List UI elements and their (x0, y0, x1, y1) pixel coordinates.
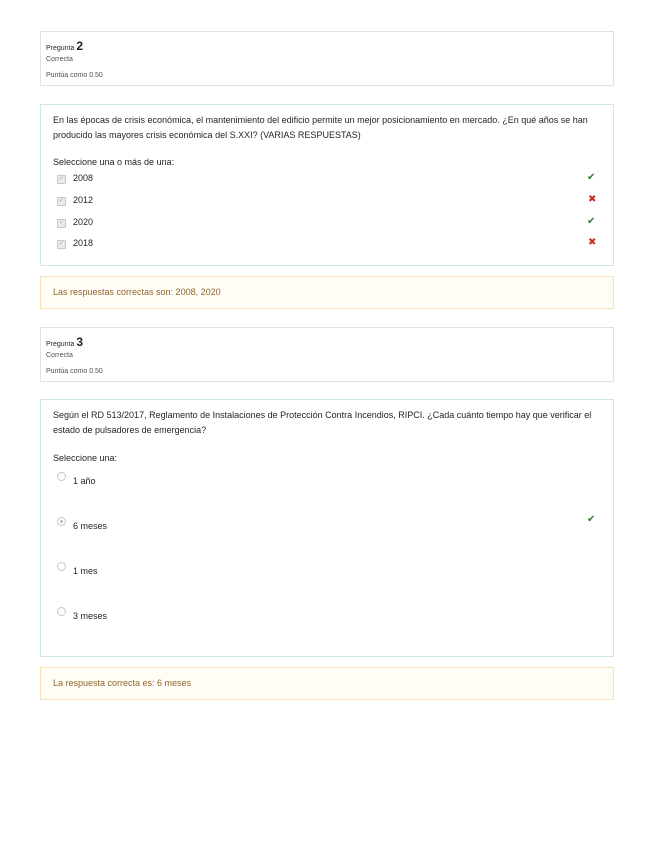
question-label: Pregunta (46, 341, 75, 348)
correct-answer-text: La respuesta correcta es: 6 meses (53, 678, 192, 688)
question-label: Pregunta (46, 45, 75, 52)
question-text: Según el RD 513/2017, Reglamento de Instalaciones de Protección Contra Incendios, RIPCI. ¿Cada cuánto tiempo hay que verificar el estado de pulsadores de emergencia? (53, 410, 592, 435)
check-icon: ✔ (587, 216, 596, 227)
question-2-info (40, 31, 614, 86)
option-label: 3 meses (73, 611, 108, 621)
answer-option[interactable] (57, 195, 597, 209)
cross-icon: ✖ (588, 194, 597, 205)
cross-icon: ✖ (588, 237, 597, 248)
checkbox[interactable]: ✓ (58, 220, 65, 226)
question-number (46, 39, 83, 53)
answer-prompt: Seleccione una o más de una: (53, 157, 175, 167)
answer-option[interactable] (57, 515, 597, 529)
option-label: 1 mes (73, 566, 98, 576)
radio-button[interactable] (57, 517, 66, 526)
checkbox[interactable]: ✓ (58, 176, 65, 182)
question-number-value: 2 (76, 39, 84, 53)
question-grade: Puntúa como 0.50 (46, 72, 103, 79)
question-text: En las épocas de crisis económica, el mantenimiento del edificio permite un mejor posicionamiento en mercado. ¿En qué años se han producido las mayores crisis económica del S.XXI? (VARIAS RESPUESTAS) (53, 115, 588, 140)
option-label: 2012 (73, 195, 94, 205)
question-2-feedback (40, 276, 614, 309)
checkbox[interactable]: ✓ (58, 198, 65, 204)
question-3-info (40, 327, 614, 382)
option-label: 1 año (73, 476, 96, 486)
checkbox[interactable]: ✓ (58, 241, 65, 247)
check-icon: ✔ (587, 172, 596, 183)
correct-answer-text: Las respuestas correctas son: 2008, 2020 (53, 287, 221, 297)
answer-option[interactable] (57, 173, 597, 187)
radio-button[interactable] (57, 607, 66, 616)
answer-option[interactable] (57, 217, 597, 231)
answer-option[interactable] (57, 560, 597, 574)
answer-prompt: Seleccione una: (53, 453, 118, 463)
question-3-feedback (40, 667, 614, 700)
answer-option[interactable] (57, 470, 597, 484)
answer-option[interactable] (57, 238, 597, 252)
question-state: Correcta (46, 352, 73, 359)
question-3-content (40, 399, 614, 657)
check-icon: ✔ (587, 514, 596, 525)
radio-button[interactable] (57, 472, 66, 481)
question-2-content (40, 104, 614, 266)
question-number-value: 3 (76, 335, 84, 349)
option-label: 2008 (73, 173, 94, 183)
radio-button[interactable] (57, 562, 66, 571)
answer-option[interactable] (57, 605, 597, 619)
option-label: 2018 (73, 238, 94, 248)
question-number (46, 335, 83, 349)
option-label: 2020 (73, 217, 94, 227)
question-grade: Puntúa como 0.50 (46, 368, 103, 375)
option-label: 6 meses (73, 521, 108, 531)
question-state: Correcta (46, 56, 73, 63)
